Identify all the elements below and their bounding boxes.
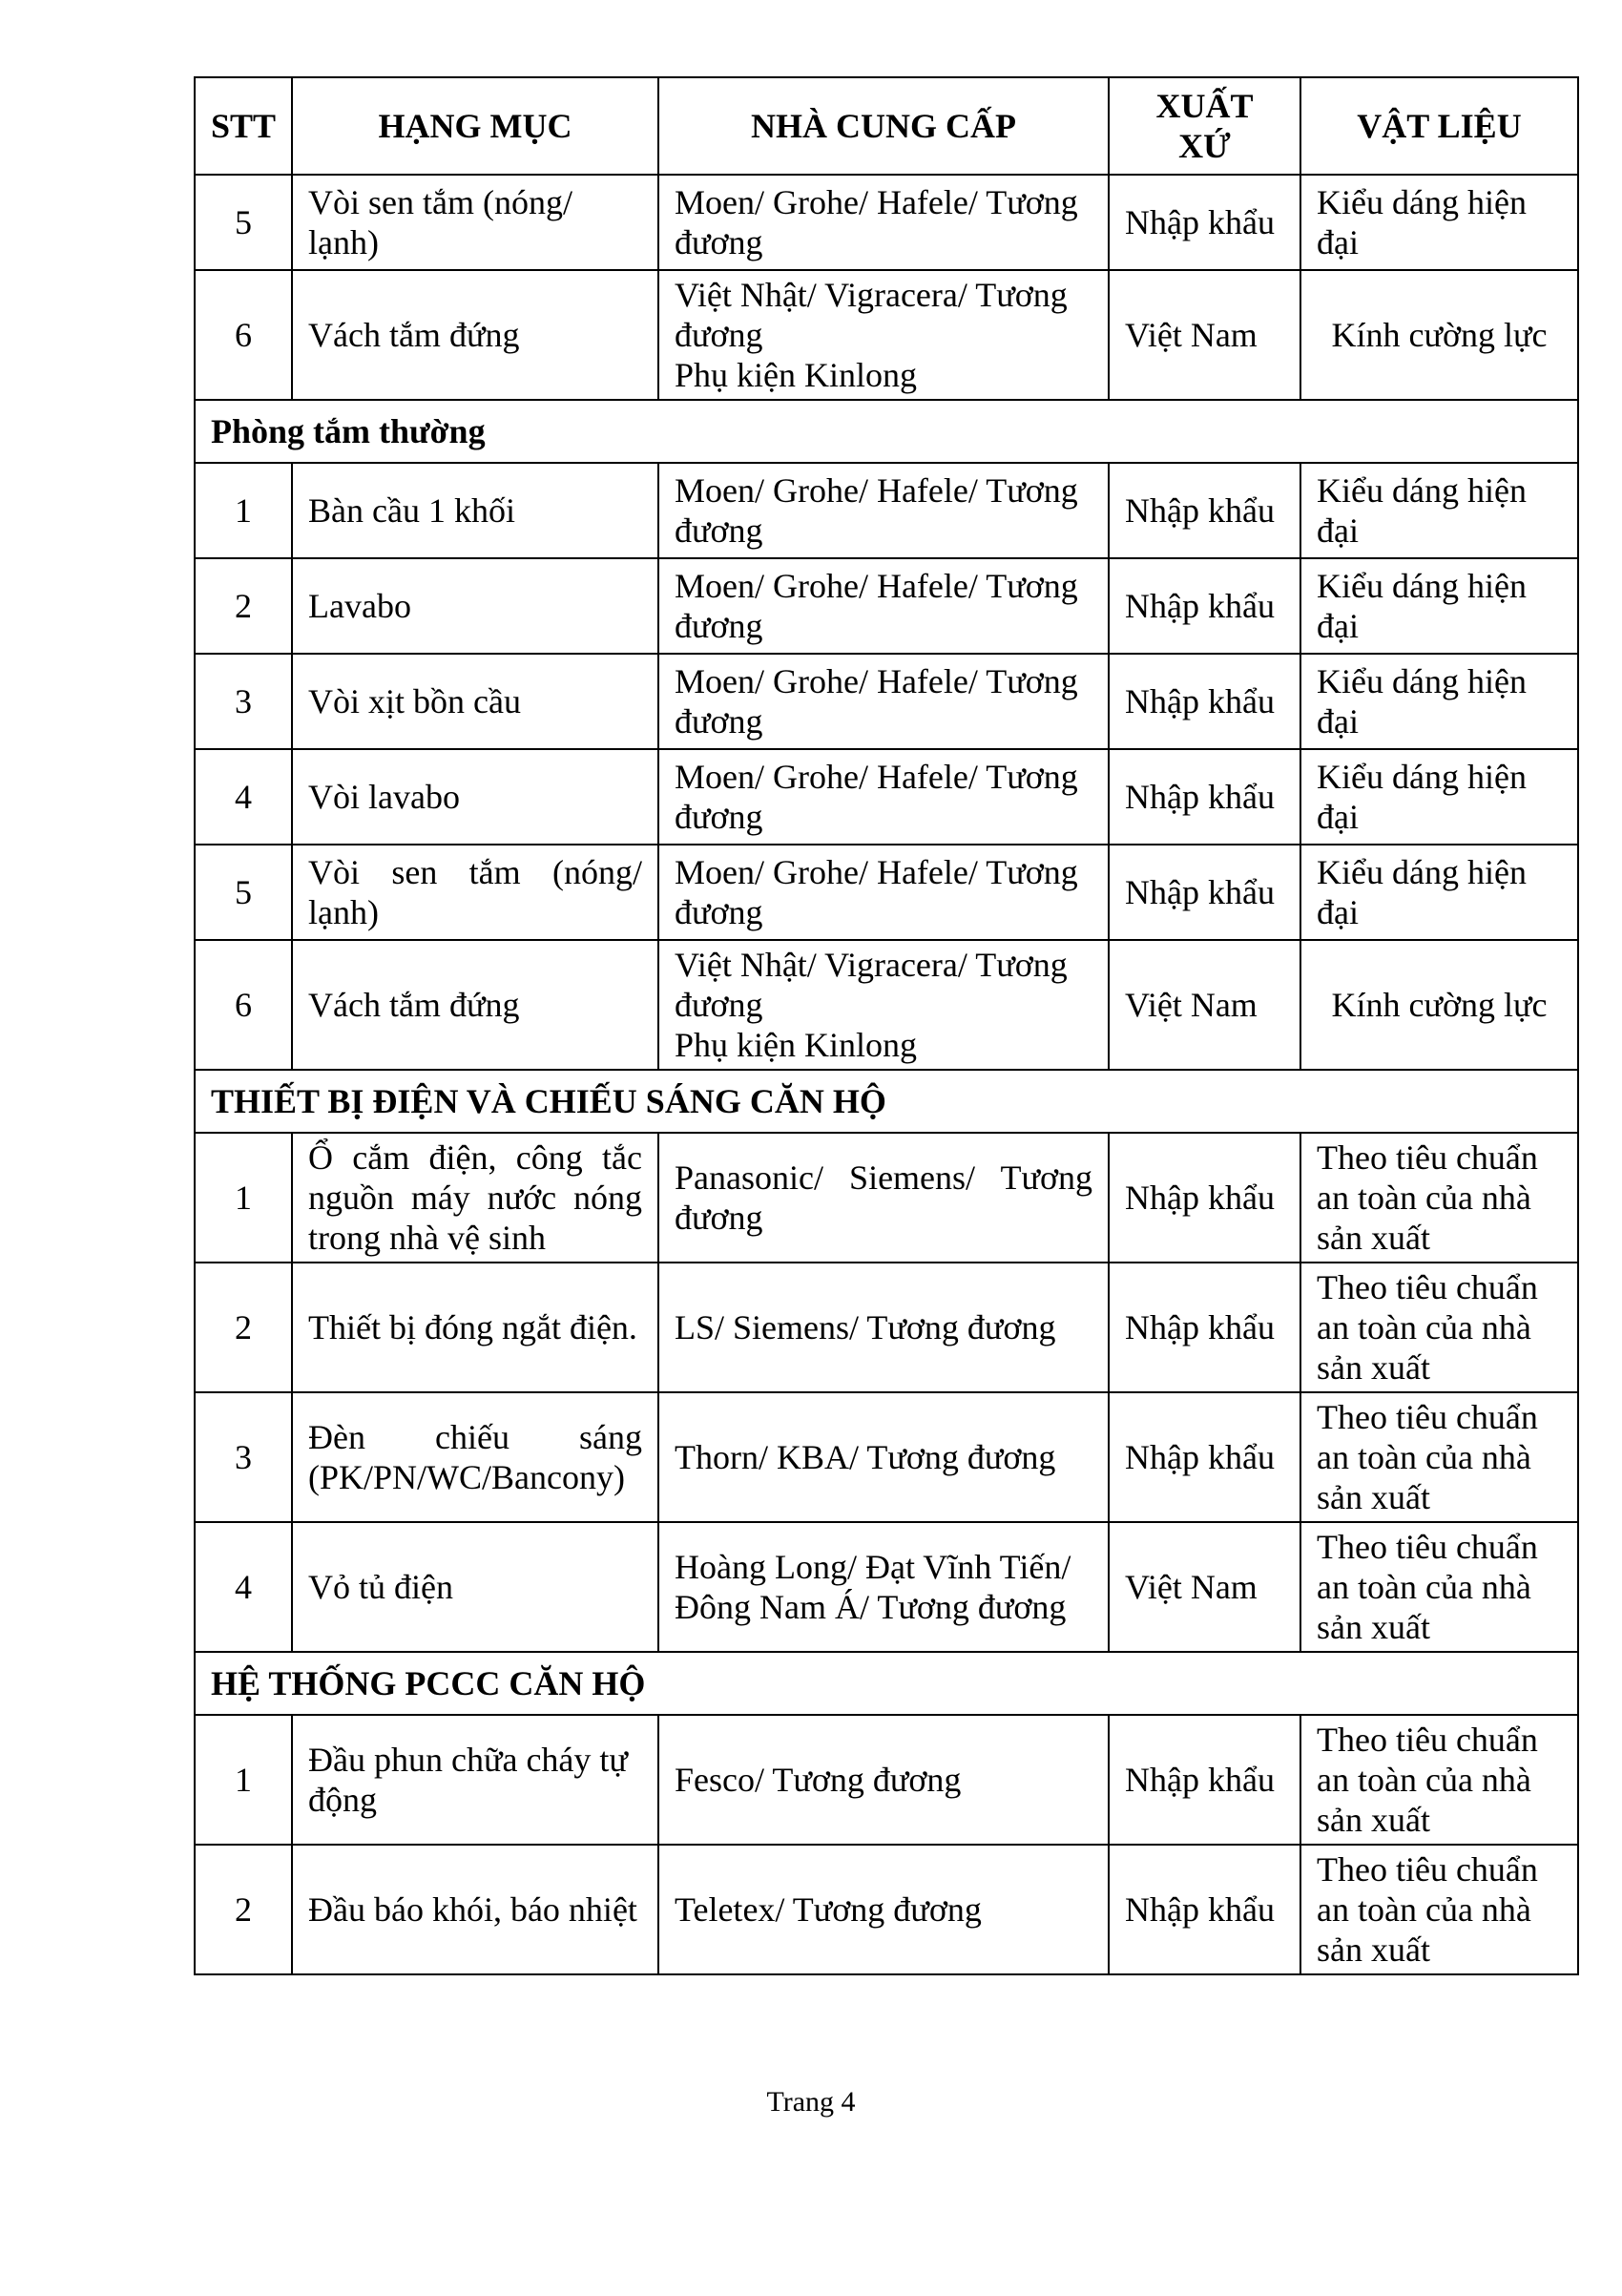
table-row <box>195 270 1578 400</box>
cell-stt: 5 <box>195 845 292 940</box>
table-body <box>195 175 1578 1974</box>
cell-item <box>292 654 658 749</box>
material-line: sản xuất <box>1317 1608 1430 1646</box>
cell-origin: Nhập khẩu <box>1109 749 1300 845</box>
material-line: Theo tiêu chuẩn <box>1317 1268 1538 1306</box>
cell-origin: Nhập khẩu <box>1109 463 1300 558</box>
section-row <box>195 1070 1578 1133</box>
cell-material <box>1300 1522 1578 1652</box>
cell-supplier <box>658 940 1109 1070</box>
item-line: Vòi sen tắm (nóng/ <box>308 853 642 891</box>
table-row <box>195 175 1578 270</box>
supplier-line: Việt Nhật/ Vigracera/ Tương <box>675 946 1068 984</box>
section-title: THIẾT BỊ ĐIỆN VÀ CHIẾU SÁNG CĂN HỘ <box>195 1070 1578 1133</box>
material-line: đại <box>1317 798 1359 836</box>
cell-item <box>292 558 658 654</box>
item-line: Đầu phun chữa cháy tự <box>308 1741 628 1779</box>
supplier-line: Moen/ Grohe/ Hafele/ Tương <box>675 853 1078 891</box>
cell-material <box>1300 175 1578 270</box>
cell-material <box>1300 463 1578 558</box>
cell-supplier <box>658 1845 1109 1974</box>
cell-material <box>1300 654 1578 749</box>
cell-stt: 2 <box>195 1845 292 1974</box>
supplier-line: Phụ kiện Kinlong <box>675 356 918 394</box>
table-row <box>195 940 1578 1070</box>
cell-origin: Nhập khẩu <box>1109 1715 1300 1845</box>
material-line: an toàn của nhà <box>1317 1761 1531 1799</box>
supplier-line: Moen/ Grohe/ Hafele/ Tương <box>675 471 1078 510</box>
supplier-line: Moen/ Grohe/ Hafele/ Tương <box>675 183 1078 221</box>
cell-item <box>292 940 658 1070</box>
cell-stt: 3 <box>195 654 292 749</box>
material-line: Kiểu dáng hiện <box>1317 183 1527 221</box>
header-supplier: NHÀ CUNG CẤP <box>658 77 1109 175</box>
section-row <box>195 400 1578 463</box>
supplier-line: đương <box>675 986 763 1024</box>
cell-stt: 3 <box>195 1392 292 1522</box>
cell-origin: Nhập khẩu <box>1109 1133 1300 1263</box>
cell-origin: Nhập khẩu <box>1109 558 1300 654</box>
material-line: đại <box>1317 223 1359 261</box>
cell-stt: 6 <box>195 270 292 400</box>
supplier-line: Fesco/ Tương đương <box>675 1761 962 1799</box>
cell-item <box>292 1715 658 1845</box>
cell-material <box>1300 270 1578 400</box>
section-row <box>195 1652 1578 1715</box>
material-line: đại <box>1317 607 1359 645</box>
table-row <box>195 1715 1578 1845</box>
supplier-line: Moen/ Grohe/ Hafele/ Tương <box>675 567 1078 605</box>
material-line: đại <box>1317 702 1359 741</box>
material-line: Kiểu dáng hiện <box>1317 471 1527 510</box>
cell-item <box>292 270 658 400</box>
cell-supplier <box>658 1392 1109 1522</box>
cell-origin: Nhập khẩu <box>1109 175 1300 270</box>
material-line: Theo tiêu chuẩn <box>1317 1850 1538 1889</box>
item-line: Vách tắm đứng <box>308 986 520 1024</box>
cell-origin: Nhập khẩu <box>1109 654 1300 749</box>
cell-material <box>1300 940 1578 1070</box>
cell-origin: Việt Nam <box>1109 1522 1300 1652</box>
item-line: Vòi xịt bồn cầu <box>308 682 521 720</box>
supplier-line: Đông Nam Á/ Tương đương <box>675 1588 1067 1626</box>
cell-supplier <box>658 749 1109 845</box>
supplier-line: Moen/ Grohe/ Hafele/ Tương <box>675 758 1078 796</box>
table-row <box>195 463 1578 558</box>
section-title: HỆ THỐNG PCCC CĂN HỘ <box>195 1652 1578 1715</box>
cell-material <box>1300 558 1578 654</box>
cell-supplier <box>658 654 1109 749</box>
supplier-line: Thorn/ KBA/ Tương đương <box>675 1438 1056 1476</box>
item-line: Đèn chiếu sáng <box>308 1418 642 1456</box>
supplier-line: Việt Nhật/ Vigracera/ Tương <box>675 276 1068 314</box>
cell-item <box>292 1263 658 1392</box>
material-line: Kiểu dáng hiện <box>1317 853 1527 891</box>
material-line: sản xuất <box>1317 1801 1430 1839</box>
item-line: Đầu báo khói, báo nhiệt <box>308 1890 637 1929</box>
cell-material <box>1300 1133 1578 1263</box>
item-line: nguồn máy nước nóng <box>308 1179 642 1217</box>
item-line: trong nhà vệ sinh <box>308 1219 546 1257</box>
item-line: Bàn cầu 1 khối <box>308 491 515 530</box>
cell-material <box>1300 1715 1578 1845</box>
material-line: sản xuất <box>1317 1219 1430 1257</box>
material-line: Kiểu dáng hiện <box>1317 758 1527 796</box>
cell-item <box>292 1845 658 1974</box>
cell-item <box>292 1133 658 1263</box>
supplier-line: Panasonic/ Siemens/ Tương <box>675 1158 1092 1197</box>
header-origin <box>1109 77 1300 175</box>
item-line: Lavabo <box>308 587 411 625</box>
cell-material <box>1300 749 1578 845</box>
material-line: Kiểu dáng hiện <box>1317 567 1527 605</box>
header-item: HẠNG MỤC <box>292 77 658 175</box>
supplier-line: đương <box>675 607 763 645</box>
material-line: an toàn của nhà <box>1317 1308 1531 1346</box>
supplier-line: đương <box>675 316 763 354</box>
material-line: Theo tiêu chuẩn <box>1317 1138 1538 1177</box>
cell-origin: Nhập khẩu <box>1109 1392 1300 1522</box>
spec-table <box>194 76 1579 1975</box>
supplier-line: đương <box>675 511 763 550</box>
item-line: động <box>308 1781 377 1819</box>
header-row <box>195 77 1578 175</box>
cell-item <box>292 749 658 845</box>
cell-stt: 1 <box>195 463 292 558</box>
cell-material <box>1300 1263 1578 1392</box>
material-line: Kiểu dáng hiện <box>1317 662 1527 700</box>
supplier-line: LS/ Siemens/ Tương đương <box>675 1308 1056 1346</box>
table-row <box>195 1392 1578 1522</box>
page-number: Trang 4 <box>766 2086 856 2118</box>
supplier-line: đương <box>675 893 763 931</box>
cell-material <box>1300 1845 1578 1974</box>
material-line: an toàn của nhà <box>1317 1438 1531 1476</box>
material-line: Theo tiêu chuẩn <box>1317 1528 1538 1566</box>
cell-supplier <box>658 1715 1109 1845</box>
item-line: Vòi sen tắm (nóng/ <box>308 183 572 221</box>
material-line: sản xuất <box>1317 1931 1430 1969</box>
cell-supplier <box>658 270 1109 400</box>
supplier-line: đương <box>675 702 763 741</box>
supplier-line: Hoàng Long/ Đạt Vĩnh Tiến/ <box>675 1548 1071 1586</box>
table-row <box>195 1263 1578 1392</box>
supplier-line: đương <box>675 223 763 261</box>
cell-origin: Nhập khẩu <box>1109 845 1300 940</box>
table-row <box>195 1133 1578 1263</box>
material-line: sản xuất <box>1317 1348 1430 1387</box>
material-line: Kính cường lực <box>1331 986 1548 1024</box>
cell-supplier <box>658 175 1109 270</box>
cell-supplier <box>658 1522 1109 1652</box>
table-row <box>195 558 1578 654</box>
material-line: an toàn của nhà <box>1317 1568 1531 1606</box>
cell-stt: 6 <box>195 940 292 1070</box>
cell-stt: 2 <box>195 558 292 654</box>
cell-supplier <box>658 1133 1109 1263</box>
cell-origin: Nhập khẩu <box>1109 1263 1300 1392</box>
item-line: (PK/PN/WC/Bancony) <box>308 1458 625 1496</box>
header-stt: STT <box>195 77 292 175</box>
material-line: Theo tiêu chuẩn <box>1317 1721 1538 1759</box>
header-material: VẬT LIỆU <box>1300 77 1578 175</box>
cell-stt: 1 <box>195 1715 292 1845</box>
table-row <box>195 1845 1578 1974</box>
cell-supplier <box>658 558 1109 654</box>
cell-item <box>292 175 658 270</box>
item-line: Vỏ tủ điện <box>308 1568 453 1606</box>
cell-item <box>292 1392 658 1522</box>
material-line: an toàn của nhà <box>1317 1890 1531 1929</box>
cell-stt: 5 <box>195 175 292 270</box>
table-row <box>195 654 1578 749</box>
section-title: Phòng tắm thường <box>195 400 1578 463</box>
cell-origin: Việt Nam <box>1109 270 1300 400</box>
supplier-line: Moen/ Grohe/ Hafele/ Tương <box>675 662 1078 700</box>
item-line: Ổ cắm điện, công tắc <box>308 1138 642 1177</box>
cell-material <box>1300 1392 1578 1522</box>
item-line: lạnh) <box>308 893 379 931</box>
item-line: lạnh) <box>308 223 379 261</box>
material-line: an toàn của nhà <box>1317 1179 1531 1217</box>
supplier-line: đương <box>675 798 763 836</box>
item-line: Vòi lavabo <box>308 778 460 816</box>
cell-item <box>292 845 658 940</box>
header-origin-line: XUẤT <box>1155 87 1254 125</box>
cell-origin: Việt Nam <box>1109 940 1300 1070</box>
cell-stt: 2 <box>195 1263 292 1392</box>
cell-stt: 4 <box>195 749 292 845</box>
cell-item <box>292 1522 658 1652</box>
material-line: đại <box>1317 893 1359 931</box>
table-row <box>195 749 1578 845</box>
cell-item <box>292 463 658 558</box>
table-row <box>195 1522 1578 1652</box>
cell-supplier <box>658 845 1109 940</box>
cell-origin: Nhập khẩu <box>1109 1845 1300 1974</box>
cell-stt: 1 <box>195 1133 292 1263</box>
cell-supplier <box>658 463 1109 558</box>
item-line: Thiết bị đóng ngắt điện. <box>308 1308 637 1346</box>
table-row <box>195 845 1578 940</box>
material-line: Theo tiêu chuẩn <box>1317 1398 1538 1436</box>
item-line: Vách tắm đứng <box>308 316 520 354</box>
cell-supplier <box>658 1263 1109 1392</box>
cell-stt: 4 <box>195 1522 292 1652</box>
supplier-line: Phụ kiện Kinlong <box>675 1026 918 1064</box>
material-line: Kính cường lực <box>1331 316 1548 354</box>
header-origin-line: XỨ <box>1178 127 1231 165</box>
material-line: sản xuất <box>1317 1478 1430 1516</box>
cell-material <box>1300 845 1578 940</box>
supplier-line: đương <box>675 1199 763 1237</box>
supplier-line: Teletex/ Tương đương <box>675 1890 982 1929</box>
material-line: đại <box>1317 511 1359 550</box>
